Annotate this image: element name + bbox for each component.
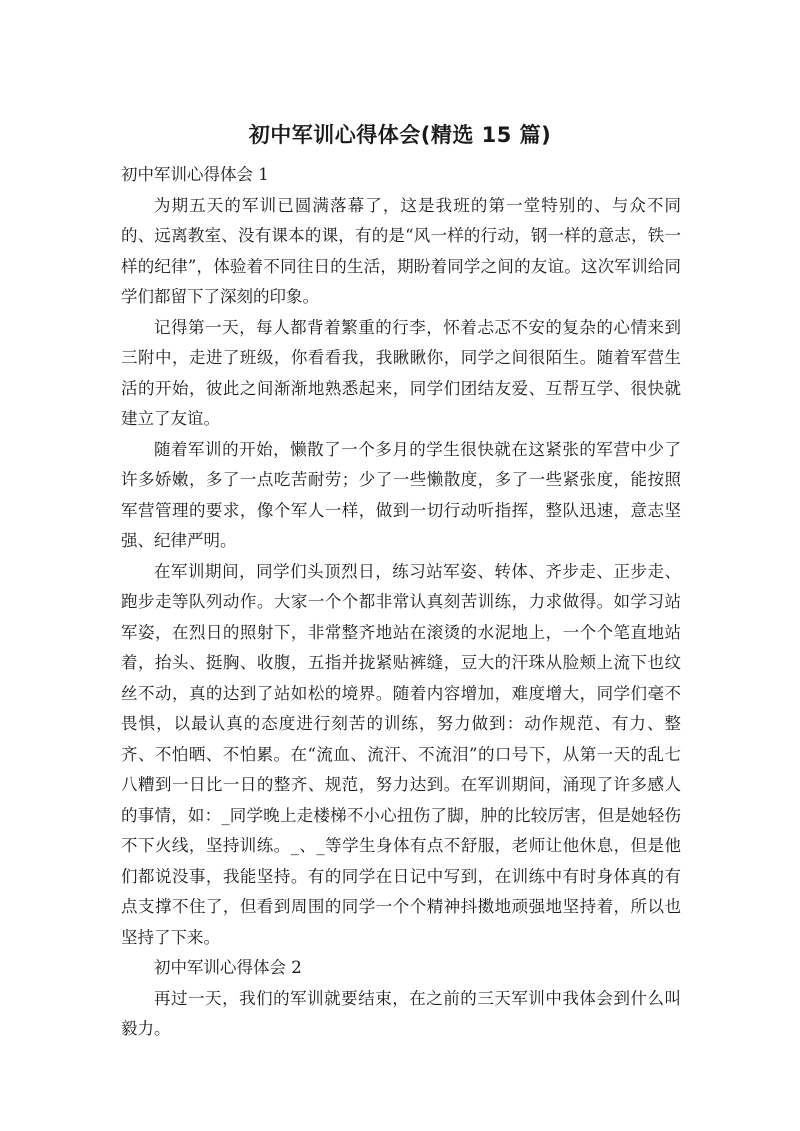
paragraph: 再过一天，我们的军训就要结束，在之前的三天军训中我体会到什么叫毅力。 xyxy=(121,988,681,1038)
paragraph: 在军训期间，同学们头顶烈日，练习站军姿、转体、齐步走、正步走、跑步走等队列动作。大家一个个都非常认真刻苦训练，力求做得。如学习站军姿，在烈日的照射下，非常整齐地站在滚烫的水泥地上，一个个笔直地站着，抬头、挺胸、收腹，五指并拢紧贴裤缝，豆大的汗珠从脸颊上流下也纹丝不动，真的达到了站如松的境界。随着内容增加，难度增大，同学们毫不畏惧，以最认真的态度进行刻苦的训练，努力做到：动作规范、有力、整齐、不怕晒、不怕累。在“流血、流汗、不流泪”的口号下，从第一天的乱七八糟到一日比一日的整齐、规范，努力达到。在军训期间，涌现了许多感人的事情，如：_同学晚上走楼梯不小心扭伤了脚，肿的比较厉害，但是她轻伤不下火线，坚持训练。_、_等学生身体有点不舒服，老师让他休息，但是他们都说没事，我能坚持。有的同学在日记中写到，在训练中有时身体真的有点支撑不住了，但看到周围的同学一个个精神抖擞地顽强地坚持着，所以也坚持了下来。 xyxy=(121,561,681,947)
paragraph: 记得第一天，每人都背着繁重的行李，怀着忐忑不安的复杂的心情来到三附中，走进了班级，你看看我，我瞅瞅你，同学之间很陌生。随着军营生活的开始，彼此之间渐渐地熟悉起来，同学们团结友爱、互帮互学、很快就建立了友谊。 xyxy=(121,317,681,428)
section-heading: 初中军训心得体会 2 xyxy=(154,958,302,977)
paragraph: 随着军训的开始，懒散了一个多月的学生很快就在这紧张的军营中少了许多娇嫩，多了一点吃苦耐劳；少了一些懒散度，多了一些紧张度，能按照军营管理的要求，像个军人一样，做到一切行动听指挥，整队迅速，意志坚强、纪律严明。 xyxy=(121,439,681,550)
section-heading: 初中军训心得体会 1 xyxy=(121,165,269,184)
document-title: 初中军训心得体会(精选 15 篇) xyxy=(248,123,552,147)
document-body xyxy=(121,160,681,1045)
paragraph: 为期五天的军训已圆满落幕了，这是我班的第一堂特别的、与众不同的、远离教室、没有课本的课，有的是“风一样的行动，钢一样的意志，铁一样的纪律”，体验着不同往日的生活，期盼着同学之间的友谊。这次军训给同学们都留下了深刻的印象。 xyxy=(121,195,681,306)
